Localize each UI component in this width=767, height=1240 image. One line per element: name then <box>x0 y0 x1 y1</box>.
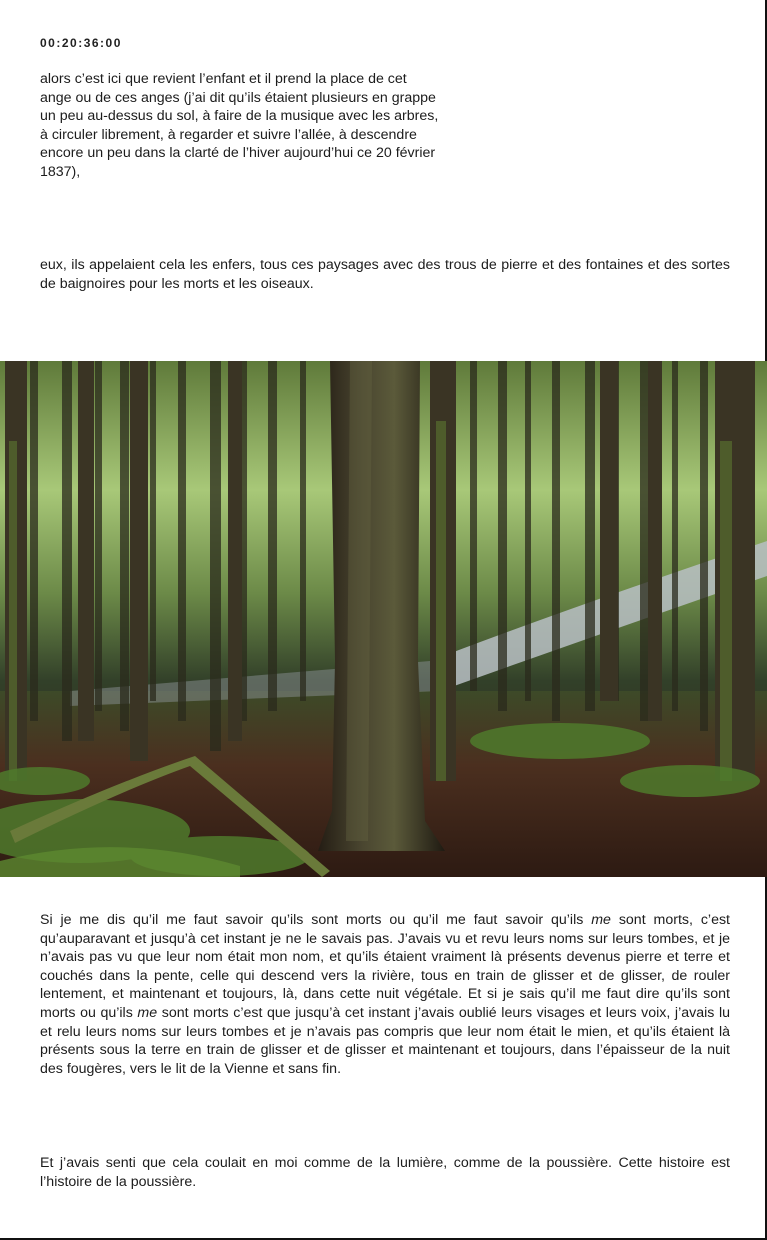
paragraph-2: eux, ils appelaient cela les enfers, tous ces paysages avec des trous de pierre et des fontaines et des sortes de baignoires pour les morts et les oiseaux. <box>40 257 730 292</box>
timecode: 00:20:36:00 <box>40 36 122 50</box>
paragraph-4: Et j’avais senti que cela coulait en moi comme de la lumière, comme de la poussière. Cette histoire est l’histoire de la poussière. <box>40 1155 730 1190</box>
forest-illustration <box>0 361 767 877</box>
paragraph-1: alors c’est ici que revient l’enfant et il prend la place de cet ange ou de ces anges (j’ai dit qu’ils étaient plusieurs en grappe un peu au-dessus du sol, à faire de la musique avec les arbres, à circuler librement, à regarder et suivre l’allée, à descendre encore un peu dans la clarté de l’hiver aujourd’hui ce 20 février 1837), <box>40 71 439 180</box>
paragraph-3: Si je me dis qu’il me faut savoir qu’ils sont morts ou qu’il me faut savoir qu’ils me sont morts, c’est qu’auparavant et jusqu’à cet instant je ne le savais pas. J’avais vu et revu leurs noms sur leurs tombes, et je n’avais pas vu que leur nom était mon nom, et qu’ils étaient vraiment là présents devenus pierre et terre et couchés dans la pente, celle qui descend vers la rivière, tous en train de glisser et de glisser, de rouler lentement, et maintenant et toujours, là, dans cette nuit végétale. Et si je sais qu’il me faut dire qu’ils sont morts ou qu’ils me sont morts c’est que jusqu’à cet instant j’avais oublié leurs visages et leurs voix, j’avais lu et relu leurs noms sur leurs tombes et je n’avais pas compris que leur nom était le mien, et qu’ils étaient là présents sous la terre en train de glisser et de glisser et maintenant et toujours, dans l’épaisseur de la nuit des fougères, vers le lit de la Vienne et sans fin. <box>40 912 731 1077</box>
forest-photo <box>0 361 767 877</box>
